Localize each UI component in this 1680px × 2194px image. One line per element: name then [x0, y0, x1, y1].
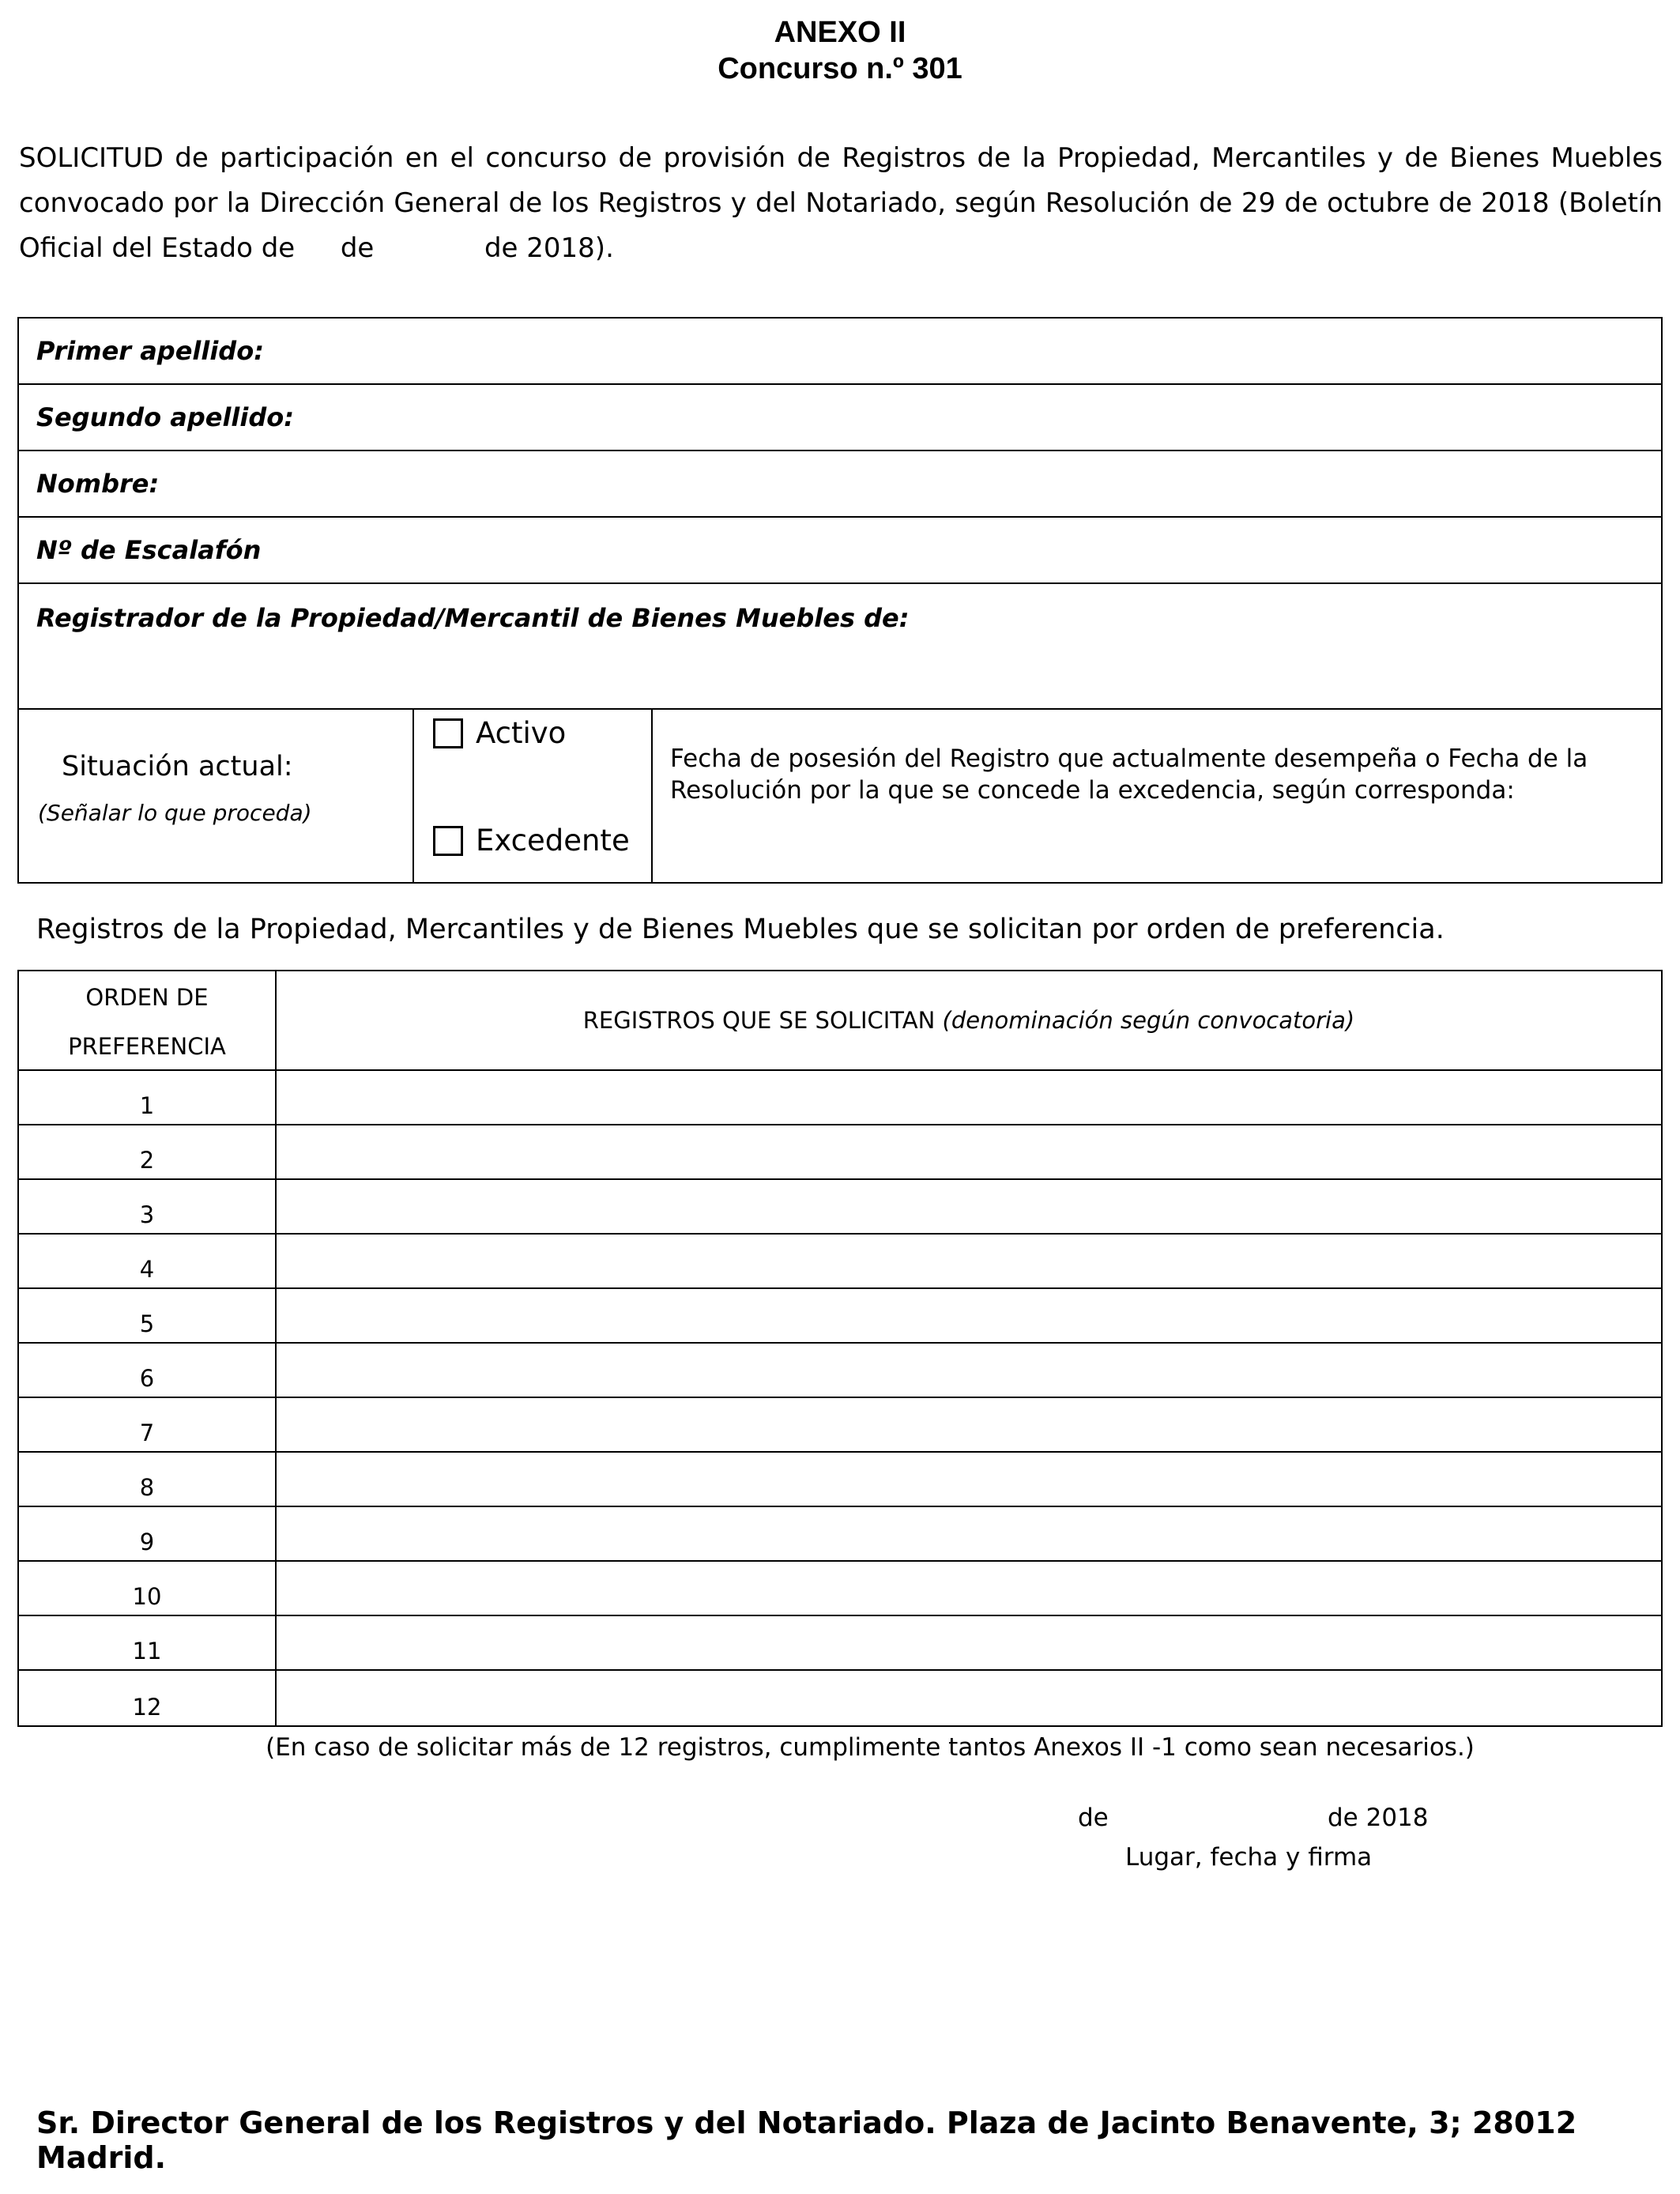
registry-entry-field[interactable] [277, 1071, 1661, 1124]
contest-number: Concurso n.º 301 [718, 52, 962, 85]
preference-number: 5 [19, 1289, 277, 1342]
place-date-signature: Lugar, fecha y firma [1125, 1843, 1373, 1872]
registrar-field[interactable] [19, 584, 1661, 708]
second-surname-label: Segundo apellido: [36, 402, 295, 432]
registry-entry-field[interactable] [277, 1235, 1661, 1287]
table-row [19, 1398, 1661, 1453]
footnote: (En caso de solicitar más de 12 registros, cumplimente tantos Anexos II -1 como sean necesarios.) [266, 1733, 1475, 1762]
personal-data-box [17, 317, 1663, 710]
preference-number: 6 [19, 1344, 277, 1397]
registry-entry-field[interactable] [277, 1616, 1661, 1669]
first-surname-label: Primer apellido: [36, 336, 264, 366]
order-header-line1: ORDEN DE [85, 984, 209, 1011]
order-header-line2: PREFERENCIA [68, 1033, 226, 1060]
possession-date-text: Fecha de posesión del Registro que actualmente desempeña o Fecha de la Resolución por la que se concede la excedencia, según corresponda: [670, 745, 1588, 805]
preference-number: 11 [19, 1616, 277, 1669]
registries-table-header [19, 971, 1661, 1071]
order-column-header [19, 971, 277, 1069]
preference-number: 8 [19, 1453, 277, 1506]
table-row [19, 1453, 1661, 1507]
possession-date-cell[interactable] [653, 708, 1661, 882]
table-row [19, 1562, 1661, 1616]
situation-label: Situación actual: [62, 751, 293, 782]
registries-column-header [277, 971, 1661, 1069]
annex-title: ANEXO II [774, 16, 906, 49]
intro-text-de: de [340, 232, 375, 264]
intro-paragraph [19, 136, 1663, 271]
excedent-label: Excedente [476, 824, 630, 858]
recipient-address: Sr. Director General de los Registros y del Notariado. Plaza de Jacinto Benavente, 3; 28012 Madrid. [36, 2105, 1577, 2175]
ladder-number-label: Nº de Escalafón [36, 535, 262, 565]
preference-number: 1 [19, 1071, 277, 1124]
table-row [19, 1235, 1661, 1289]
registry-entry-field[interactable] [277, 1180, 1661, 1233]
option-excedent[interactable] [433, 824, 630, 858]
ladder-number-field[interactable] [19, 518, 1661, 584]
option-active[interactable] [433, 716, 566, 750]
date-year: de 2018 [1328, 1804, 1429, 1832]
registry-entry-field[interactable] [277, 1671, 1661, 1725]
registry-entry-field[interactable] [277, 1562, 1661, 1615]
registry-entry-field[interactable] [277, 1344, 1661, 1397]
registry-entry-field[interactable] [277, 1125, 1661, 1178]
registry-entry-field[interactable] [277, 1507, 1661, 1560]
intro-text-end: de 2018). [484, 232, 614, 264]
table-row [19, 1616, 1661, 1671]
table-row [19, 1344, 1661, 1398]
registries-caption: Registros de la Propiedad, Mercantiles y de Bienes Muebles que se solicitan por orden de preferencia. [36, 914, 1445, 945]
preference-number: 9 [19, 1507, 277, 1560]
table-row [19, 1671, 1661, 1725]
registry-entry-field[interactable] [277, 1398, 1661, 1451]
name-field[interactable] [19, 451, 1661, 518]
excedent-checkbox[interactable] [433, 826, 463, 856]
name-label: Nombre: [36, 469, 160, 499]
preference-number: 4 [19, 1235, 277, 1287]
preference-number: 3 [19, 1180, 277, 1233]
registries-header-note: (denominación según convocatoria) [942, 1007, 1355, 1034]
active-checkbox[interactable] [433, 718, 463, 748]
registry-entry-field[interactable] [277, 1453, 1661, 1506]
preference-number: 2 [19, 1125, 277, 1178]
preference-number: 10 [19, 1562, 277, 1615]
registries-header-text: REGISTROS QUE SE SOLICITAN [582, 1007, 936, 1034]
table-row [19, 1180, 1661, 1235]
active-label: Activo [476, 716, 567, 750]
preference-number: 7 [19, 1398, 277, 1451]
second-surname-field[interactable] [19, 385, 1661, 451]
preference-number: 12 [19, 1671, 277, 1725]
table-row [19, 1125, 1661, 1180]
situation-options-cell [414, 708, 653, 882]
intro-text: SOLICITUD de participación en el concurso de provisión de Registros de la Propiedad, Mercantiles y de Bienes Muebles convocado por la Dirección General de los Registros y del Notariado, según Resolución de 29 de octubre de 2018 (Boletín Oficial del Estado de [19, 142, 1663, 264]
registries-table [17, 970, 1663, 1727]
table-row [19, 1289, 1661, 1344]
table-row [19, 1071, 1661, 1125]
registry-entry-field[interactable] [277, 1289, 1661, 1342]
registries-rows [19, 1071, 1661, 1725]
registrar-label: Registrador de la Propiedad/Mercantil de Bienes Muebles de: [36, 603, 910, 633]
table-row [19, 1507, 1661, 1562]
situation-note: (Señalar lo que proceda) [38, 800, 312, 826]
first-surname-field[interactable] [19, 319, 1661, 385]
situation-box [17, 708, 1663, 884]
date-de: de [1078, 1804, 1109, 1832]
situation-label-cell [19, 708, 414, 882]
